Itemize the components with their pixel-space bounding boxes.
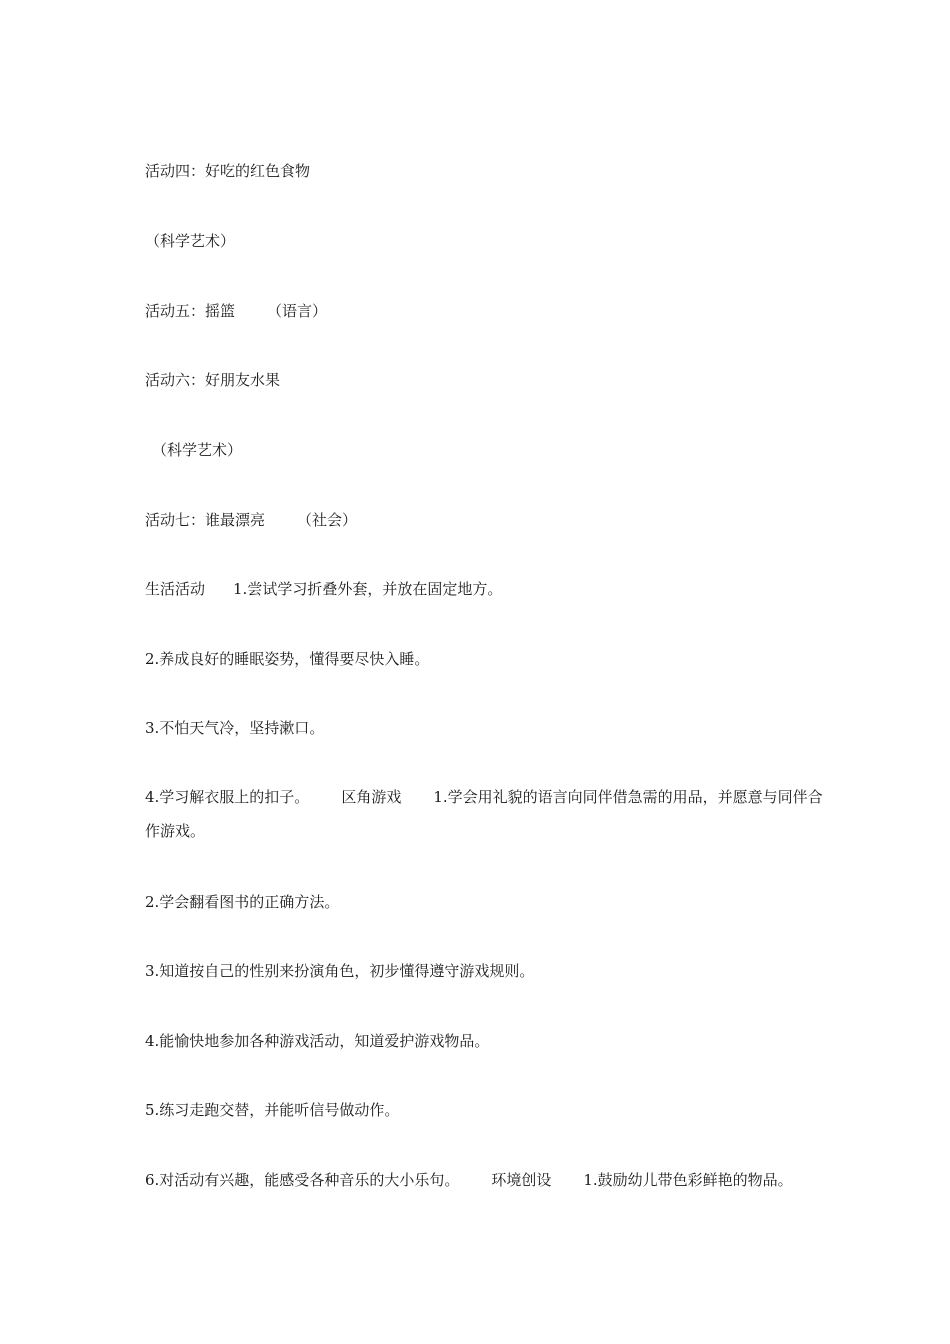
life-activity-item-4: 4.学习解衣服上的扣子。: [145, 788, 310, 806]
corner-game-item-2: 2.学会翻看图书的正确方法。: [145, 893, 340, 911]
activity-6-title: 活动六：好朋友水果: [145, 371, 281, 389]
activity-6-line: [145, 370, 825, 390]
corner-game-item-3-line: [145, 961, 825, 981]
activity-6-category: （科学艺术）: [152, 441, 243, 459]
activity-7-line: [145, 510, 825, 530]
activity-5-line: [145, 301, 825, 321]
activity-5-title: 活动五：摇篮: [145, 302, 236, 320]
corner-game-item-4-line: [145, 1031, 825, 1051]
activity-7-category: （社会）: [297, 511, 358, 529]
environment-line: [145, 1170, 825, 1190]
life-activity-line: [145, 579, 825, 599]
environment-item-1: 1.鼓励幼儿带色彩鲜艳的物品。: [583, 1171, 793, 1189]
activity-4-line: [145, 161, 825, 181]
corner-game-item-5-line: [145, 1100, 825, 1120]
life-activity-item-2-line: [145, 649, 825, 669]
corner-game-item-1: 1.学会用礼貌的语言向同伴借急需的用品，并愿意与同伴合作游戏。: [145, 788, 823, 840]
life-activity-item-3: 3.不怕天气冷，坚持漱口。: [145, 719, 325, 737]
life-activity-item-2: 2.养成良好的睡眠姿势，懂得要尽快入睡。: [145, 650, 430, 668]
corner-game-heading: 区角游戏: [341, 788, 402, 806]
activity-7-title: 活动七：谁最漂亮: [145, 511, 266, 529]
corner-game-item-2-line: [145, 892, 825, 912]
activity-4-category-line: [145, 231, 825, 251]
activity-6-category-line: [152, 440, 832, 460]
life-activity-item-3-line: [145, 718, 825, 738]
environment-heading: 环境创设: [491, 1171, 552, 1189]
life-activity-item-1: 1.尝试学习折叠外套，并放在固定地方。: [233, 580, 503, 598]
activity-5-category: （语言）: [267, 302, 328, 320]
corner-game-item-3: 3.知道按自己的性别来扮演角色，初步懂得遵守游戏规则。: [145, 962, 535, 980]
activity-4-category: （科学艺术）: [145, 232, 236, 250]
activity-4-title: 活动四：好吃的红色食物: [145, 162, 311, 180]
corner-game-item-5: 5.练习走跑交替，并能听信号做动作。: [145, 1101, 400, 1119]
corner-game-item-4: 4.能愉快地参加各种游戏活动，知道爱护游戏物品。: [145, 1032, 490, 1050]
corner-game-item-6: 6.对活动有兴趣，能感受各种音乐的大小乐句。: [145, 1171, 460, 1189]
life-activity-heading: 生活活动: [145, 580, 206, 598]
corner-game-paragraph: [145, 780, 825, 848]
